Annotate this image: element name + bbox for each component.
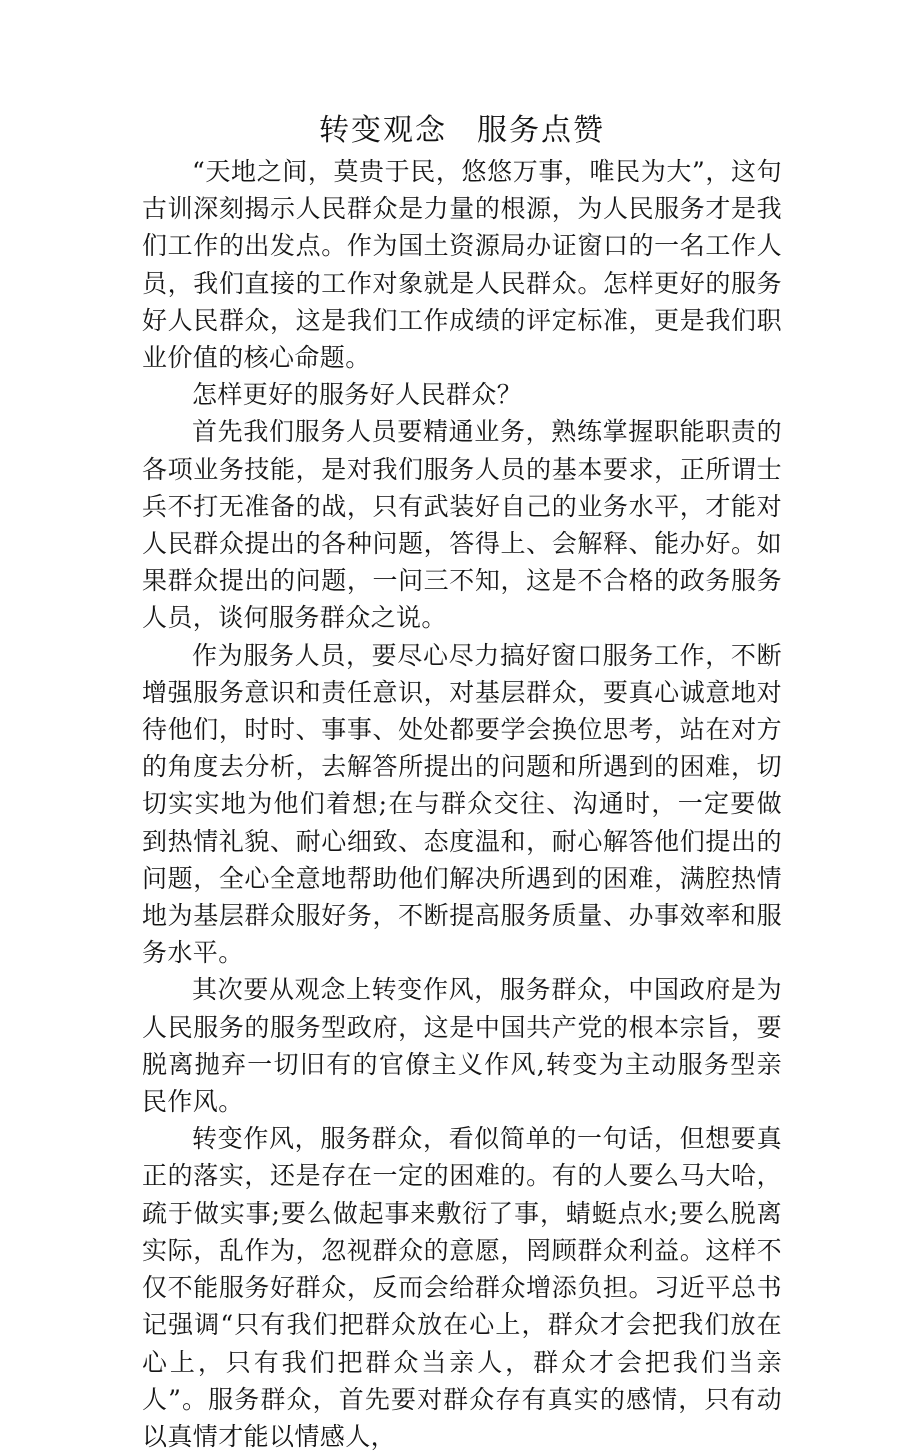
title-part-1: 转变观念 [319,113,447,148]
document-title [142,111,782,151]
paragraph: 怎样更好的服务好人民群众？ [192,380,523,410]
paragraph: 作为服务人员，要尽心尽力搞好窗口服务工作，不断增强服务意识和责任意识，对基层群众，要真心诚意地对待他们，时时、事事、处处都要学会换位思考，站在对方的角度去分析，去解答所提出的问题和所遇到的困难，切切实实地为他们着想;在与群众交往、沟通时，一定要做到热情礼貌、耐心细致、态度温和，耐心解答他们提出的问题，全心全意地帮助他们解决所遇到的困难，满腔热情地为基层群众服好务，不断提高服务质量、办事效率和服务水平。 [142,640,782,968]
document-body [142,153,782,1455]
paragraph: 转变作风，服务群众，看似简单的一句话，但想要真正的落实，还是存在一定的困难的。有的人要么马大哈，疏于做实事;要么做起事来敷衍了事，蜻蜓点水;要么脱离实际，乱作为，忽视群众的意愿，罔顾群众利益。这样不仅不能服务好群众，反而会给群众增添负担。习近平总书记强调“只有我们把群众放在心上，群众才会把我们放在心上，只有我们把群众当亲人，群众才会把我们当亲人”。服务群众，首先要对群众存有真实的感情，只有动以真情才能以情感人， [142,1124,782,1451]
paragraph: “天地之间，莫贵于民，悠悠万事，唯民为大”，这句古训深刻揭示人民群众是力量的根源，为人民服务才是我们工作的出发点。作为国土资源局办证窗口的一名工作人员，我们直接的工作对象就是人民群众。怎样更好的服务好人民群众，这是我们工作成绩的评定标准，更是我们职业价值的核心命题。 [142,157,782,373]
paragraph: 首先我们服务人员要精通业务，熟练掌握职能职责的各项业务技能，是对我们服务人员的基本要求，正所谓士兵不打无准备的战，只有武装好自己的业务水平，才能对人民群众提出的各种问题，答得上、会解释、能办好。如果群众提出的问题，一问三不知，这是不合格的政务服务人员，谈何服务群众之说。 [142,417,782,633]
title-part-2: 服务点赞 [477,113,605,148]
paragraph: 其次要从观念上转变作风，服务群众，中国政府是为人民服务的服务型政府，这是中国共产党的根本宗旨，要脱离抛弃一切旧有的官僚主义作风,转变为主动服务型亲民作风。 [142,975,782,1117]
